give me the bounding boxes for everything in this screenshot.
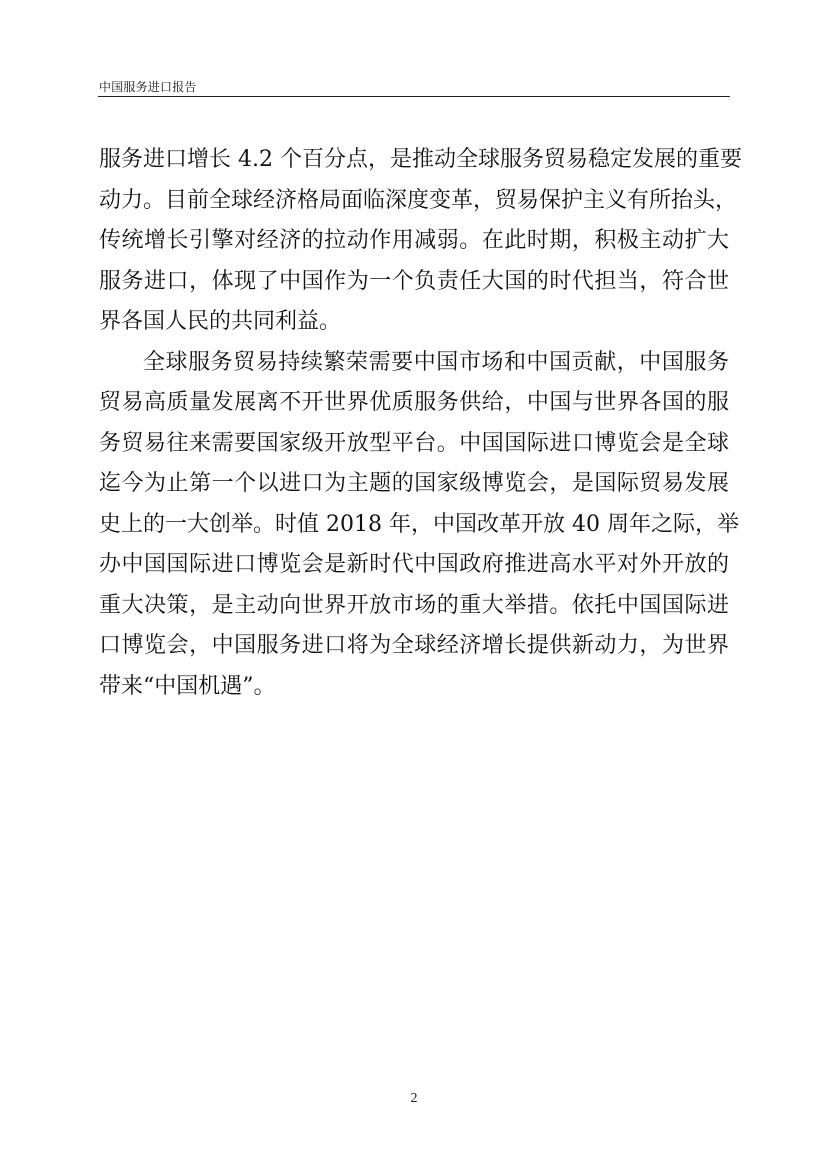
- text-line: 传统增长引擎对经济的拉动作用减弱。在此时期，积极主动扩大: [99, 228, 729, 253]
- text-line: 务贸易往来需要国家级开放型平台。中国国际进口博览会是全球: [99, 430, 729, 456]
- text-line: 带来“中国机遇”。: [99, 673, 276, 699]
- page-number: 2: [410, 1091, 418, 1106]
- text-line: 界各国人民的共同利益。: [99, 309, 342, 334]
- text-line: 服务进口，体现了中国作为一个负责任大国的时代担当，符合世: [99, 268, 729, 294]
- text-line: 史上的一大创举。时值 2018 年，中国改革开放 40 周年之际，举: [99, 511, 739, 537]
- text-line: 动力。目前全球经济格局面临深度变革，贸易保护主义有所抬头，: [99, 187, 738, 213]
- text-line: 迄今为止第一个以进口为主题的国家级博览会，是国际贸易发展: [99, 471, 729, 496]
- text-line: 口博览会，中国服务进口将为全球经济增长提供新动力，为世界: [99, 633, 729, 658]
- text-line: 办中国国际进口博览会是新时代中国政府推进高水平对外开放的: [99, 552, 729, 577]
- body-text: [99, 140, 742, 707]
- header-title: 中国服务进口报告: [99, 80, 197, 94]
- text-line: 全球服务贸易持续繁荣需要中国市场和中国贡献，中国服务: [143, 349, 729, 375]
- text-line: 贸易高质量发展离不开世界优质服务供给，中国与世界各国的服: [99, 390, 729, 415]
- text-line: 服务进口增长 4.2 个百分点，是推动全球服务贸易稳定发展的重要: [99, 147, 742, 172]
- running-header: [98, 78, 730, 97]
- text-line: 重大决策，是主动向世界开放市场的重大举措。依托中国国际进: [99, 592, 729, 618]
